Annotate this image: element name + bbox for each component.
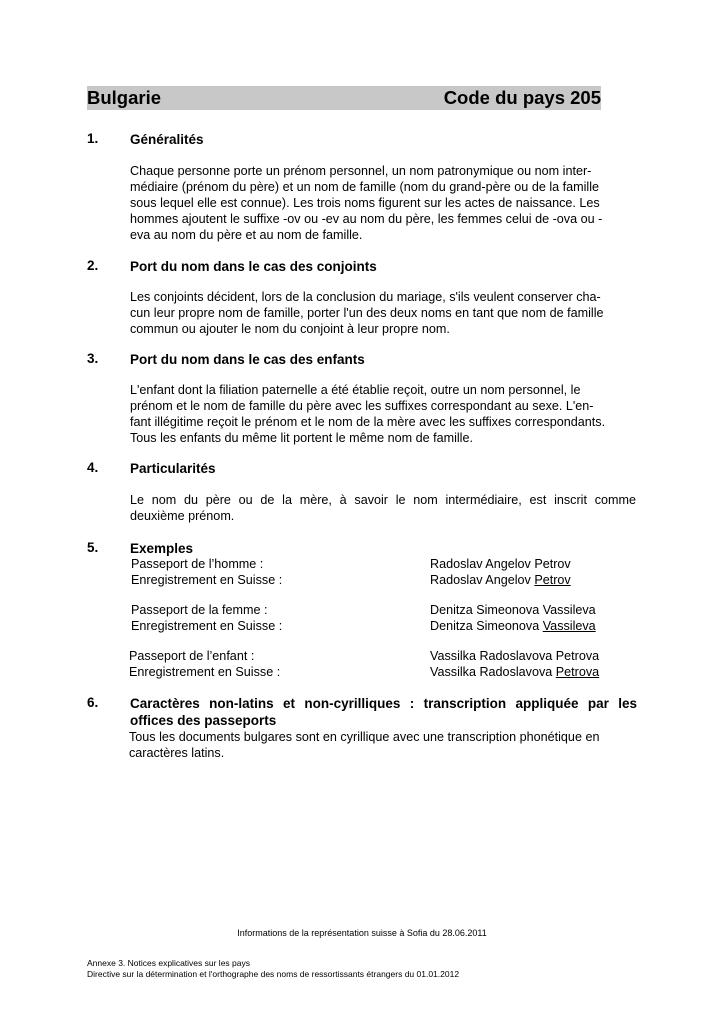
text-line: commun ou ajouter le nom du conjoint à leur propre nom. — [130, 322, 450, 336]
example-label: Enregistrement en Suisse : — [129, 665, 281, 679]
section-4-text — [130, 492, 636, 524]
example-value — [430, 664, 599, 680]
example-value-underlined: Petrov — [534, 573, 571, 587]
example-label: Enregistrement en Suisse : — [131, 619, 283, 633]
example-value: Vassilka Radoslavova Petrova — [430, 649, 600, 663]
text-line: sous lequel elle est connue). Les trois noms figurent sur les actes de naissance. Les — [130, 196, 600, 210]
text-line: hommes ajoutent le suffixe -ov ou -ev au nom du père, les femmes celui de -ova ou - — [130, 212, 603, 226]
section-3-title: Port du nom dans le cas des enfants — [130, 352, 365, 367]
text-line: caractères latins. — [129, 746, 225, 760]
example-value: Denitza Simeonova Vassileva — [430, 603, 596, 617]
section-4-number: 4. — [87, 460, 99, 475]
text-line: Le nom du père ou de la mère, à savoir le nom intermédiaire, est inscrit comme — [130, 493, 636, 507]
example-value-prefix: Radoslav Angelov — [430, 573, 535, 587]
text-line: Tous les enfants du même lit portent le même nom de famille. — [130, 431, 473, 445]
text-line: eva au nom du père et au nom de famille. — [130, 228, 363, 242]
section-3-number: 3. — [87, 351, 99, 366]
example-value — [430, 572, 571, 588]
section-5-title: Exemples — [130, 541, 194, 556]
text-line: Les conjoints décident, lors de la conclusion du mariage, s'ils veulent conserver cha- — [130, 290, 601, 304]
example-value-underlined: Vassileva — [542, 619, 596, 633]
section-2-title: Port du nom dans le cas des conjoints — [130, 259, 377, 274]
page-header — [87, 86, 601, 110]
text-line: médiaire (prénom du père) et un nom de famille (nom du grand-père ou de la famille — [130, 180, 600, 194]
country-code: Code du pays 205 — [443, 87, 601, 108]
section-2-number: 2. — [87, 258, 99, 273]
section-1-text — [130, 163, 636, 243]
section-2-text — [130, 289, 636, 337]
footer-annex: Annexe 3. Notices explicatives sur les pays — [87, 958, 250, 968]
text-line: cun leur propre nom de famille, porter l'un des deux noms en tant que nom de famille — [130, 306, 604, 320]
text-line: Tous les documents bulgares sont en cyrillique avec une transcription phonétique en — [129, 730, 600, 744]
example-value — [430, 618, 596, 634]
example-label: Enregistrement en Suisse : — [131, 573, 283, 587]
section-4-title: Particularités — [130, 461, 216, 476]
section-3-text — [130, 382, 636, 446]
text-line: deuxième prénom. — [130, 509, 235, 523]
text-line: Chaque personne porte un prénom personnel, un nom patronymique ou nom inter- — [130, 164, 592, 178]
example-value-prefix: Denitza Simeonova — [430, 619, 543, 633]
section-6-title: Caractères non-latins et non-cyrilliques : transcription appliquée par les offices des passeports — [130, 696, 637, 728]
text-line: fant illégitime reçoit le prénom et le nom de la mère avec les suffixes correspondants. — [130, 415, 606, 429]
section-6-number: 6. — [87, 695, 99, 710]
example-label: Passeport de la femme : — [131, 603, 268, 617]
text-line: L'enfant dont la filiation paternelle a été établie reçoit, outre un nom personnel, le — [130, 383, 581, 397]
country-name: Bulgarie — [87, 87, 162, 108]
example-label: Passeport de l’homme : — [131, 557, 264, 571]
example-value-underlined: Petrova — [555, 665, 600, 679]
section-1-title: Généralités — [130, 132, 204, 147]
footer-source: Informations de la représentation suisse à Sofia du 28.06.2011 — [237, 928, 487, 938]
section-6-text — [129, 729, 637, 761]
example-value-prefix: Vassilka Radoslavova — [430, 665, 556, 679]
footer-directive: Directive sur la détermination et l'orthographe des noms de ressortissants étrangers du 01.01.2012 — [87, 969, 460, 979]
example-value: Radoslav Angelov Petrov — [430, 557, 571, 571]
example-label: Passeport de l’enfant : — [129, 649, 255, 663]
text-line: prénom et le nom de famille du père avec les suffixes correspondant au sexe. L'en- — [130, 399, 594, 413]
section-5-number: 5. — [87, 540, 99, 555]
section-1-number: 1. — [87, 131, 99, 146]
